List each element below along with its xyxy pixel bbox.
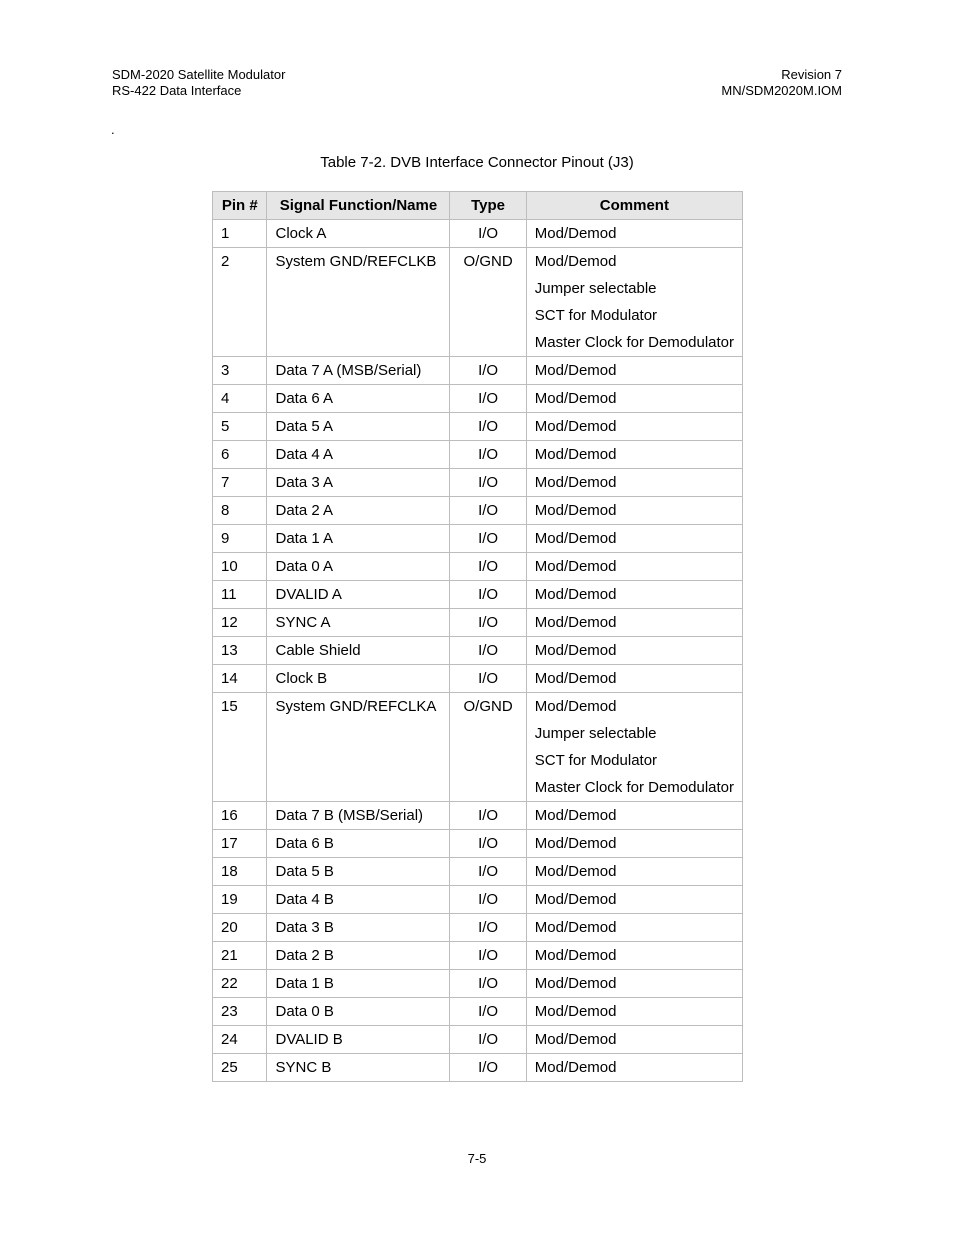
table-row — [213, 441, 743, 469]
cell-signal: SYNC B — [267, 1054, 450, 1082]
header-revision: Revision 7 — [781, 67, 842, 82]
table-caption: Table 7-2. DVB Interface Connector Pinout (J3) — [320, 154, 634, 171]
comment-line: Mod/Demod — [534, 225, 617, 242]
cell-type: I/O — [450, 385, 526, 413]
table-row — [213, 858, 743, 886]
cell-type: I/O — [450, 497, 526, 525]
cell-comment — [526, 1026, 742, 1054]
cell-pin: 21 — [213, 942, 267, 970]
cell-pin: 4 — [213, 385, 267, 413]
comment-line: Mod/Demod — [534, 919, 617, 936]
cell-type: I/O — [450, 914, 526, 942]
table-row — [213, 525, 743, 553]
cell-type: I/O — [450, 413, 526, 441]
cell-comment — [526, 553, 742, 581]
comment-line: Mod/Demod — [534, 835, 617, 852]
cell-signal: DVALID B — [267, 1026, 450, 1054]
cell-signal: Data 4 B — [267, 886, 450, 914]
cell-comment — [526, 357, 742, 385]
comment-line: Mod/Demod — [534, 446, 617, 463]
cell-type: I/O — [450, 1054, 526, 1082]
cell-signal: Data 1 A — [267, 525, 450, 553]
cell-type: I/O — [450, 469, 526, 497]
comment-line: Mod/Demod — [534, 502, 617, 519]
comment-line: Mod/Demod — [534, 642, 617, 659]
cell-pin: 20 — [213, 914, 267, 942]
cell-pin: 17 — [213, 830, 267, 858]
cell-signal: Data 6 A — [267, 385, 450, 413]
table-row — [213, 942, 743, 970]
cell-comment — [526, 525, 742, 553]
cell-pin: 14 — [213, 665, 267, 693]
cell-comment — [526, 497, 742, 525]
cell-signal: Data 1 B — [267, 970, 450, 998]
table-row — [213, 802, 743, 830]
cell-pin: 22 — [213, 970, 267, 998]
comment-line: Mod/Demod — [534, 1059, 617, 1076]
cell-pin: 19 — [213, 886, 267, 914]
cell-pin: 3 — [213, 357, 267, 385]
comment-line: Mod/Demod — [534, 947, 617, 964]
header-section-title: RS-422 Data Interface — [112, 83, 242, 98]
page-header-left — [112, 67, 285, 99]
cell-type: I/O — [450, 441, 526, 469]
comment-line: Mod/Demod — [534, 614, 617, 631]
cell-pin: 10 — [213, 553, 267, 581]
comment-line: Mod/Demod — [534, 474, 617, 491]
cell-type: O/GND — [450, 248, 526, 357]
table-row — [213, 970, 743, 998]
stray-mark: . — [111, 122, 115, 137]
header-product-title: SDM-2020 Satellite Modulator — [112, 67, 286, 82]
cell-type: I/O — [450, 802, 526, 830]
cell-type: I/O — [450, 581, 526, 609]
table-header-row — [213, 192, 743, 220]
cell-signal: Data 5 A — [267, 413, 450, 441]
cell-signal: System GND/REFCLKB — [267, 248, 450, 357]
comment-line: Mod/Demod — [534, 891, 617, 908]
cell-signal: Data 3 B — [267, 914, 450, 942]
cell-type: I/O — [450, 525, 526, 553]
cell-signal: Data 7 B (MSB/Serial) — [267, 802, 450, 830]
cell-type: I/O — [450, 609, 526, 637]
table-row — [213, 830, 743, 858]
table-row — [213, 385, 743, 413]
cell-signal: Data 5 B — [267, 858, 450, 886]
comment-line: Mod/Demod — [534, 807, 617, 824]
table-row — [213, 637, 743, 665]
cell-pin: 7 — [213, 469, 267, 497]
comment-line: Master Clock for Demodulator — [534, 334, 734, 351]
table-row — [213, 665, 743, 693]
cell-type: I/O — [450, 553, 526, 581]
comment-line: Mod/Demod — [534, 975, 617, 992]
comment-line: SCT for Modulator — [534, 307, 658, 324]
comment-line: Mod/Demod — [534, 1031, 617, 1048]
table-row — [213, 497, 743, 525]
cell-pin: 8 — [213, 497, 267, 525]
comment-line: Mod/Demod — [534, 586, 617, 603]
cell-comment — [526, 914, 742, 942]
page-number: 7-5 — [467, 1151, 487, 1166]
cell-signal: Clock A — [267, 220, 450, 248]
cell-type: O/GND — [450, 693, 526, 802]
cell-comment — [526, 886, 742, 914]
table-row — [213, 248, 743, 357]
cell-signal: Data 2 A — [267, 497, 450, 525]
cell-comment — [526, 802, 742, 830]
cell-comment — [526, 248, 742, 357]
comment-line: Mod/Demod — [534, 863, 617, 880]
cell-comment — [526, 385, 742, 413]
cell-type: I/O — [450, 942, 526, 970]
table-row — [213, 220, 743, 248]
cell-comment — [526, 970, 742, 998]
table-row — [213, 1026, 743, 1054]
table-row — [213, 914, 743, 942]
cell-type: I/O — [450, 858, 526, 886]
cell-comment — [526, 858, 742, 886]
table-row — [213, 693, 743, 802]
cell-pin: 18 — [213, 858, 267, 886]
cell-signal: Data 2 B — [267, 942, 450, 970]
cell-type: I/O — [450, 886, 526, 914]
cell-signal: Clock B — [267, 665, 450, 693]
table-row — [213, 357, 743, 385]
table-row — [213, 886, 743, 914]
cell-pin: 5 — [213, 413, 267, 441]
cell-comment — [526, 998, 742, 1026]
cell-comment — [526, 637, 742, 665]
comment-line: Mod/Demod — [534, 362, 617, 379]
cell-pin: 25 — [213, 1054, 267, 1082]
cell-comment — [526, 581, 742, 609]
cell-signal: Data 4 A — [267, 441, 450, 469]
table-row — [213, 998, 743, 1026]
cell-pin: 11 — [213, 581, 267, 609]
header-document-id: MN/SDM2020M.IOM — [721, 83, 842, 98]
comment-line: Mod/Demod — [534, 1003, 617, 1020]
comment-line: Mod/Demod — [534, 418, 617, 435]
cell-signal: Cable Shield — [267, 637, 450, 665]
table-row — [213, 581, 743, 609]
page-header-right — [721, 67, 842, 99]
cell-pin: 2 — [213, 248, 267, 357]
comment-line: Mod/Demod — [534, 670, 617, 687]
comment-line: Jumper selectable — [534, 280, 657, 297]
table-body — [213, 220, 743, 1082]
column-header-signal: Signal Function/Name — [267, 192, 450, 220]
comment-line: Mod/Demod — [534, 530, 617, 547]
comment-line: Jumper selectable — [534, 725, 657, 742]
cell-pin: 16 — [213, 802, 267, 830]
cell-signal: Data 3 A — [267, 469, 450, 497]
cell-signal: Data 0 A — [267, 553, 450, 581]
column-header-type: Type — [450, 192, 526, 220]
cell-comment — [526, 469, 742, 497]
cell-type: I/O — [450, 637, 526, 665]
cell-pin: 23 — [213, 998, 267, 1026]
cell-signal: DVALID A — [267, 581, 450, 609]
cell-comment — [526, 693, 742, 802]
cell-pin: 13 — [213, 637, 267, 665]
cell-signal: System GND/REFCLKA — [267, 693, 450, 802]
cell-comment — [526, 830, 742, 858]
comment-line: Mod/Demod — [534, 390, 617, 407]
pinout-table — [212, 191, 743, 1082]
comment-line: Mod/Demod — [534, 253, 617, 270]
cell-comment — [526, 609, 742, 637]
cell-comment — [526, 1054, 742, 1082]
column-header-comment: Comment — [526, 192, 742, 220]
cell-pin: 6 — [213, 441, 267, 469]
cell-comment — [526, 665, 742, 693]
cell-type: I/O — [450, 830, 526, 858]
cell-type: I/O — [450, 357, 526, 385]
cell-comment — [526, 220, 742, 248]
cell-signal: SYNC A — [267, 609, 450, 637]
table-row — [213, 609, 743, 637]
cell-comment — [526, 441, 742, 469]
cell-type: I/O — [450, 220, 526, 248]
cell-pin: 12 — [213, 609, 267, 637]
cell-comment — [526, 942, 742, 970]
table-row — [213, 469, 743, 497]
cell-signal: Data 0 B — [267, 998, 450, 1026]
cell-type: I/O — [450, 998, 526, 1026]
cell-pin: 24 — [213, 1026, 267, 1054]
table-row — [213, 413, 743, 441]
cell-signal: Data 7 A (MSB/Serial) — [267, 357, 450, 385]
table-row — [213, 553, 743, 581]
cell-comment — [526, 413, 742, 441]
cell-pin: 9 — [213, 525, 267, 553]
comment-line: Mod/Demod — [534, 558, 617, 575]
cell-type: I/O — [450, 970, 526, 998]
cell-type: I/O — [450, 1026, 526, 1054]
cell-signal: Data 6 B — [267, 830, 450, 858]
cell-pin: 15 — [213, 693, 267, 802]
cell-pin: 1 — [213, 220, 267, 248]
comment-line: Mod/Demod — [534, 698, 617, 715]
column-header-pin: Pin # — [213, 192, 267, 220]
table-row — [213, 1054, 743, 1082]
comment-line: SCT for Modulator — [534, 752, 658, 769]
comment-line: Master Clock for Demodulator — [534, 779, 734, 796]
cell-type: I/O — [450, 665, 526, 693]
